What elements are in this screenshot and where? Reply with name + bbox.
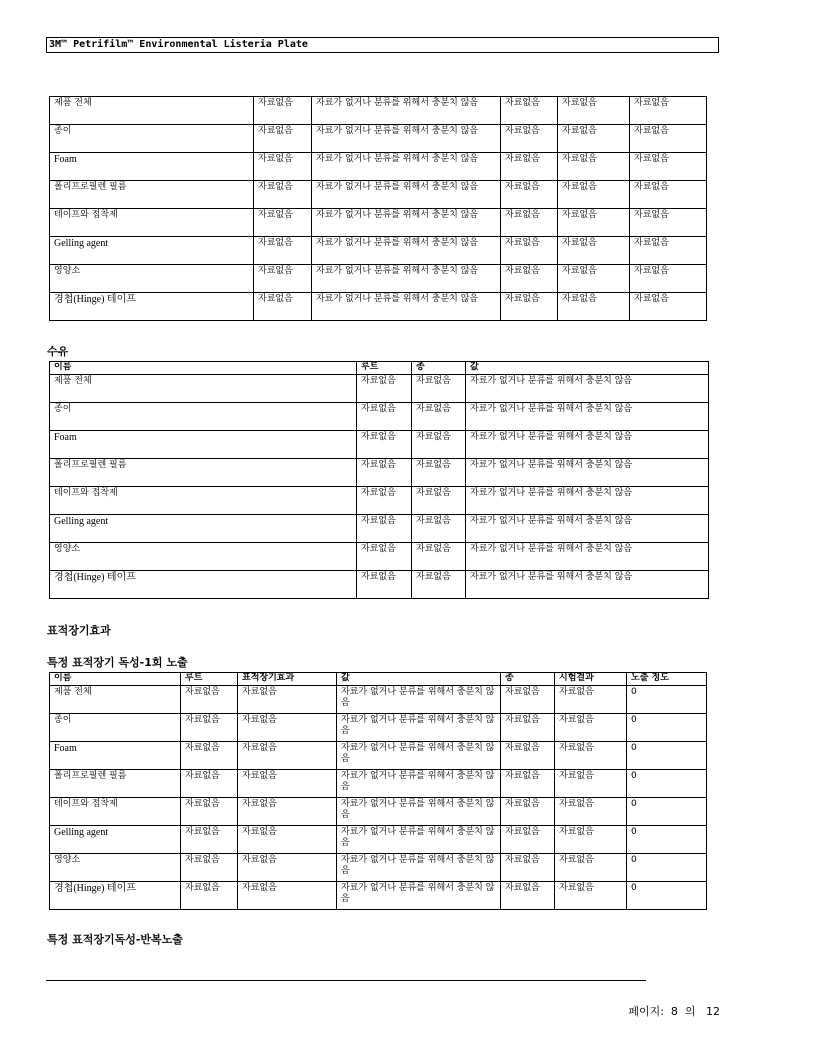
table-cell: 제품 전체 xyxy=(50,686,181,714)
table-cell: 자료가 없거나 분류를 위해서 충분치 않음 xyxy=(337,742,501,770)
table-cell: 영양소 xyxy=(50,854,181,882)
table-cell: 자료없음 xyxy=(630,265,707,293)
lactation-table-header xyxy=(50,362,709,375)
table-cell: 자료없음 xyxy=(501,742,555,770)
table-cell: 자료없음 xyxy=(558,97,630,125)
table-row xyxy=(50,543,709,571)
table-cell: 자료없음 xyxy=(555,770,627,798)
table-cell: 영양소 xyxy=(50,265,254,293)
column-header: 표적장기효과 xyxy=(238,673,337,686)
table-row xyxy=(50,237,707,265)
table-cell: 자료없음 xyxy=(238,826,337,854)
table-cell: 자료가 없거나 분류를 위해서 충분치 않음 xyxy=(312,97,501,125)
table-cell: 자료없음 xyxy=(558,153,630,181)
table-cell: 자료없음 xyxy=(412,403,466,431)
table-cell: 0 xyxy=(627,714,707,742)
table-cell: 자료없음 xyxy=(238,770,337,798)
table-cell: 자료가 없거나 분류를 위해서 충분치 않음 xyxy=(466,487,709,515)
table-cell: 자료없음 xyxy=(630,293,707,321)
table-cell: 자료없음 xyxy=(501,714,555,742)
table-cell: Foam xyxy=(50,431,357,459)
table-cell: 0 xyxy=(627,854,707,882)
table-cell: 자료없음 xyxy=(412,459,466,487)
table-row xyxy=(50,798,707,826)
table-cell: 0 xyxy=(627,826,707,854)
table-cell: 자료없음 xyxy=(254,265,312,293)
footer-rule xyxy=(46,980,646,981)
toxicity-table-continued xyxy=(49,96,707,321)
table-cell: 자료없음 xyxy=(555,714,627,742)
table-cell: 자료없음 xyxy=(630,181,707,209)
column-header: 시험결과 xyxy=(555,673,627,686)
table-cell: 테이프와 접착제 xyxy=(50,209,254,237)
table-cell: 자료없음 xyxy=(254,125,312,153)
table-cell: 종이 xyxy=(50,714,181,742)
table-cell: 자료가 없거나 분류를 위해서 충분치 않음 xyxy=(312,237,501,265)
table-cell: 자료없음 xyxy=(357,571,412,599)
table-cell: 자료없음 xyxy=(630,153,707,181)
table-cell: 테이프와 접착제 xyxy=(50,487,357,515)
table-row xyxy=(50,770,707,798)
table-cell: 자료없음 xyxy=(357,459,412,487)
table-cell: 자료없음 xyxy=(254,237,312,265)
table-cell: 자료없음 xyxy=(501,181,558,209)
table-cell: 자료가 없거나 분류를 위해서 충분치 않음 xyxy=(312,293,501,321)
table-cell: 자료가 없거나 분류를 위해서 충분치 않음 xyxy=(466,403,709,431)
table-cell: 자료없음 xyxy=(181,798,238,826)
table-cell: 자료없음 xyxy=(501,798,555,826)
table-cell: 자료없음 xyxy=(558,265,630,293)
table-cell: 영양소 xyxy=(50,543,357,571)
table-cell: 자료없음 xyxy=(238,742,337,770)
table-cell: 경첩(Hinge) 테이프 xyxy=(50,293,254,321)
table-cell: 자료없음 xyxy=(181,742,238,770)
table-cell: 0 xyxy=(627,742,707,770)
table-cell: 자료없음 xyxy=(181,854,238,882)
table-cell: Gelling agent xyxy=(50,826,181,854)
table-cell: 자료가 없거나 분류를 위해서 충분치 않음 xyxy=(337,854,501,882)
table-cell: 자료없음 xyxy=(501,882,555,910)
table-cell: 자료없음 xyxy=(501,770,555,798)
column-header: 이름 xyxy=(50,673,181,686)
table-cell: 자료없음 xyxy=(630,97,707,125)
table-cell: 자료없음 xyxy=(181,686,238,714)
column-header: 노출 정도 xyxy=(627,673,707,686)
table-cell: 자료가 없거나 분류를 위해서 충분치 않음 xyxy=(466,543,709,571)
table-row xyxy=(50,97,707,125)
table-cell: 자료없음 xyxy=(238,714,337,742)
table-cell: 자료가 없거나 분류를 위해서 충분치 않음 xyxy=(337,882,501,910)
table-cell: 자료가 없거나 분류를 위해서 충분치 않음 xyxy=(312,181,501,209)
table-cell: Foam xyxy=(50,742,181,770)
table-cell: 종이 xyxy=(50,125,254,153)
table-cell: 자료없음 xyxy=(412,543,466,571)
table-row xyxy=(50,742,707,770)
table-row xyxy=(50,375,709,403)
table-cell: 자료없음 xyxy=(412,431,466,459)
table-row xyxy=(50,515,709,543)
table-cell: 자료없음 xyxy=(238,686,337,714)
table-cell: 자료없음 xyxy=(630,125,707,153)
table-row xyxy=(50,209,707,237)
table-cell: 자료없음 xyxy=(181,826,238,854)
table-row xyxy=(50,826,707,854)
table-cell: 종이 xyxy=(50,403,357,431)
table-cell: 자료없음 xyxy=(181,882,238,910)
table-cell: 자료없음 xyxy=(412,571,466,599)
toxicity-table-continued-body xyxy=(50,97,707,321)
table-cell: 폴리프로필렌 필름 xyxy=(50,459,357,487)
table-cell: 자료없음 xyxy=(412,515,466,543)
table-cell: 자료없음 xyxy=(412,375,466,403)
table-row xyxy=(50,403,709,431)
table-cell: 폴리프로필렌 필름 xyxy=(50,181,254,209)
table-cell: 자료가 없거나 분류를 위해서 충분치 않음 xyxy=(337,770,501,798)
page-number: 페이지: 8 의 12 xyxy=(628,1005,720,1018)
table-cell: 자료없음 xyxy=(555,686,627,714)
table-cell: 자료가 없거나 분류를 위해서 충분치 않음 xyxy=(466,571,709,599)
table-cell: 자료가 없거나 분류를 위해서 충분치 않음 xyxy=(466,431,709,459)
table-cell: 자료가 없거나 분류를 위해서 충분치 않음 xyxy=(312,153,501,181)
table-cell: Gelling agent xyxy=(50,515,357,543)
table-cell: 자료없음 xyxy=(555,826,627,854)
table-cell: 0 xyxy=(627,798,707,826)
table-cell: 0 xyxy=(627,686,707,714)
table-cell: 자료없음 xyxy=(501,125,558,153)
table-cell: 자료없음 xyxy=(630,209,707,237)
lactation-table-body xyxy=(50,375,709,599)
table-cell: 자료가 없거나 분류를 위해서 충분치 않음 xyxy=(337,714,501,742)
table-cell: 자료없음 xyxy=(238,798,337,826)
section-title-target-organ: 표적장기효과 xyxy=(47,624,111,637)
table-cell: 자료가 없거나 분류를 위해서 충분치 않음 xyxy=(466,459,709,487)
table-cell: 자료없음 xyxy=(254,153,312,181)
single-exposure-table-body xyxy=(50,686,707,910)
table-cell: Foam xyxy=(50,153,254,181)
table-cell: 자료없음 xyxy=(555,742,627,770)
document-header-title: 3M™ Petrifilm™ Environmental Listeria Plate xyxy=(46,37,719,53)
table-cell: 자료없음 xyxy=(181,770,238,798)
table-cell: 자료없음 xyxy=(558,293,630,321)
column-header: 루트 xyxy=(181,673,238,686)
table-cell: 자료없음 xyxy=(558,181,630,209)
table-cell: 자료없음 xyxy=(501,153,558,181)
table-cell: 폴리프로필렌 필름 xyxy=(50,770,181,798)
table-cell: 자료가 없거나 분류를 위해서 충분치 않음 xyxy=(466,375,709,403)
table-row xyxy=(50,714,707,742)
table-cell: Gelling agent xyxy=(50,237,254,265)
table-cell: 자료없음 xyxy=(558,125,630,153)
section-title-lactation: 수유 xyxy=(47,345,69,358)
table-cell: 자료없음 xyxy=(254,97,312,125)
section-title-repeated-exposure: 특정 표적장기독성-반복노출 xyxy=(47,933,183,946)
table-cell: 자료없음 xyxy=(357,375,412,403)
table-header-row xyxy=(50,362,709,375)
table-cell: 자료없음 xyxy=(357,543,412,571)
table-cell: 자료가 없거나 분류를 위해서 충분치 않음 xyxy=(466,515,709,543)
table-cell: 0 xyxy=(627,770,707,798)
table-row xyxy=(50,265,707,293)
table-cell: 자료없음 xyxy=(501,854,555,882)
table-cell: 자료가 없거나 분류를 위해서 충분치 않음 xyxy=(312,265,501,293)
table-cell: 자료없음 xyxy=(357,431,412,459)
column-header: 종 xyxy=(501,673,555,686)
table-cell: 자료없음 xyxy=(254,209,312,237)
column-header: 값 xyxy=(337,673,501,686)
table-cell: 자료가 없거나 분류를 위해서 충분치 않음 xyxy=(337,826,501,854)
table-cell: 자료가 없거나 분류를 위해서 충분치 않음 xyxy=(312,125,501,153)
table-cell: 테이프와 접착제 xyxy=(50,798,181,826)
column-header: 종 xyxy=(412,362,466,375)
table-row xyxy=(50,487,709,515)
table-cell: 자료없음 xyxy=(238,854,337,882)
table-row xyxy=(50,293,707,321)
table-cell: 자료없음 xyxy=(555,854,627,882)
table-cell: 자료가 없거나 분류를 위해서 충분치 않음 xyxy=(337,798,501,826)
table-row xyxy=(50,153,707,181)
table-cell: 자료없음 xyxy=(501,826,555,854)
table-cell: 자료없음 xyxy=(254,181,312,209)
column-header: 루트 xyxy=(357,362,412,375)
table-cell: 자료없음 xyxy=(501,293,558,321)
table-cell: 자료없음 xyxy=(501,237,558,265)
table-cell: 자료없음 xyxy=(357,487,412,515)
table-cell: 자료없음 xyxy=(501,686,555,714)
table-cell: 자료가 없거나 분류를 위해서 충분치 않음 xyxy=(337,686,501,714)
single-exposure-table xyxy=(49,672,707,910)
table-row xyxy=(50,686,707,714)
table-cell: 자료없음 xyxy=(555,882,627,910)
table-row xyxy=(50,854,707,882)
table-cell: 자료없음 xyxy=(630,237,707,265)
table-cell: 제품 전체 xyxy=(50,97,254,125)
table-cell: 0 xyxy=(627,882,707,910)
column-header: 값 xyxy=(466,362,709,375)
section-title-single-exposure: 특정 표적장기 독성-1회 노출 xyxy=(47,656,188,669)
table-cell: 경첩(Hinge) 테이프 xyxy=(50,571,357,599)
table-cell: 자료없음 xyxy=(357,515,412,543)
table-cell: 자료없음 xyxy=(357,403,412,431)
table-cell: 자료없음 xyxy=(501,265,558,293)
table-row xyxy=(50,181,707,209)
table-cell: 자료없음 xyxy=(555,798,627,826)
table-header-row xyxy=(50,673,707,686)
table-row xyxy=(50,431,709,459)
single-exposure-table-header xyxy=(50,673,707,686)
column-header: 이름 xyxy=(50,362,357,375)
table-cell: 자료없음 xyxy=(412,487,466,515)
table-cell: 자료없음 xyxy=(558,237,630,265)
table-cell: 자료없음 xyxy=(254,293,312,321)
table-row xyxy=(50,571,709,599)
table-cell: 자료없음 xyxy=(181,714,238,742)
table-row xyxy=(50,882,707,910)
table-cell: 자료가 없거나 분류를 위해서 충분치 않음 xyxy=(312,209,501,237)
table-row xyxy=(50,125,707,153)
table-row xyxy=(50,459,709,487)
table-cell: 자료없음 xyxy=(501,209,558,237)
table-cell: 경첩(Hinge) 테이프 xyxy=(50,882,181,910)
table-cell: 제품 전체 xyxy=(50,375,357,403)
table-cell: 자료없음 xyxy=(238,882,337,910)
table-cell: 자료없음 xyxy=(501,97,558,125)
lactation-table xyxy=(49,361,709,599)
table-cell: 자료없음 xyxy=(558,209,630,237)
